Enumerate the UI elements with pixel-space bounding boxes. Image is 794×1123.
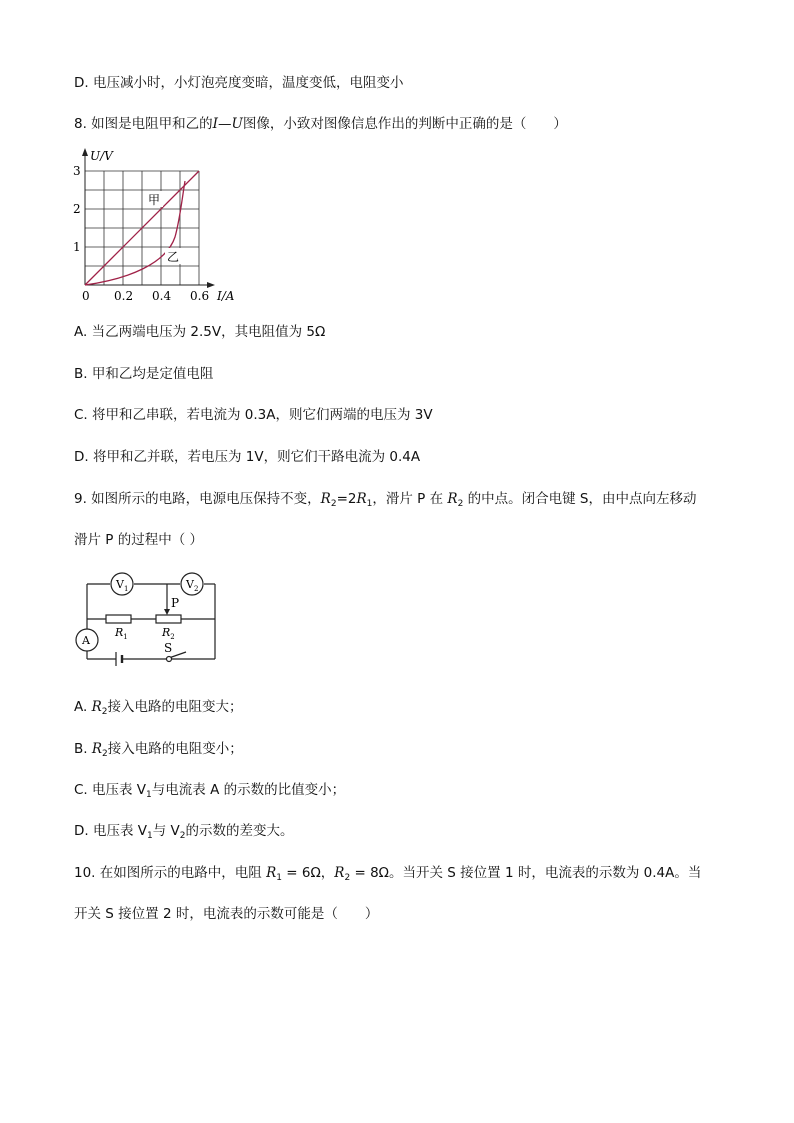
q10-stem-line2: 开关 S 接位置 2 时，电流表的示数可能是（ ） (74, 906, 379, 922)
q9-option-b: B. $R_2$接入电路的电阻变小； (74, 741, 243, 759)
q9-stem-line2: 滑片 P 的过程中（ ） (74, 532, 204, 548)
q8-option-c: C. 将甲和乙串联，若电流为 0.3A，则它们两端的电压为 3V (74, 407, 433, 423)
x-tick-0.6: 0.6 (190, 289, 210, 303)
voltmeter-v1-icon: $V_1$ (116, 578, 129, 593)
q10-stem-line1: 10. 在如图所示的电路中，电阻 $R_1 = 6\Omega$，$R_2 = 8\Omega$。当开关 S 接位置 1 时，电流表的示数为 0.4A。当 (74, 865, 702, 883)
x-tick-0.2: 0.2 (114, 289, 134, 303)
q7-option-d: D. 电压减小时，小灯泡亮度变暗，温度变低，电阻变小 (74, 75, 404, 91)
r1-label: $R_1$ (115, 626, 128, 641)
r2-label: $R_2$ (162, 626, 175, 641)
x-tick-0: 0 (82, 289, 90, 303)
q8-option-a: A. 当乙两端电压为 2.5V，其电阻值为 5Ω (74, 324, 326, 340)
x-axis-label: I/A (217, 289, 235, 303)
q9-option-c: C. 电压表 $V_1$与电流表 A 的示数的比值变小； (74, 782, 346, 800)
y-tick-3: 3 (73, 164, 81, 178)
x-tick-0.4: 0.4 (152, 289, 172, 303)
switch-s-label: S (164, 641, 173, 655)
y-axis-label: U/V (90, 149, 113, 163)
q8-stem: 8. 如图是电阻甲和乙的I—U图像，小致对图像信息作出的判断中正确的是（ ） (74, 116, 567, 132)
q8-option-b: B. 甲和乙均是定值电阻 (74, 366, 214, 382)
q8-option-d: D. 将甲和乙并联，若电压为 1V，则它们干路电流为 0.4A (74, 449, 421, 465)
q9-circuit-diagram (72, 568, 222, 668)
y-tick-2: 2 (73, 202, 81, 216)
y-tick-1: 1 (73, 240, 81, 254)
ammeter-icon: A (82, 634, 90, 647)
iu-graph (68, 144, 258, 310)
q9-option-a: A. $R_2$接入电路的电阻变大； (74, 699, 243, 717)
label-jia: 甲 (148, 193, 161, 207)
slider-p-label: P (171, 596, 180, 610)
voltmeter-v2-icon: $V_2$ (186, 578, 199, 593)
label-yi: 乙 (167, 250, 180, 264)
q9-stem-line1: 9. 如图所示的电路，电源电压保持不变，$R_2=2R_1$，滑片 P 在 $R_2$ 的中点。闭合电键 S，由中点向左移动 (74, 491, 697, 509)
q9-option-d: D. 电压表 $V_1$与 $V_2$的示数的差变大。 (74, 823, 294, 841)
